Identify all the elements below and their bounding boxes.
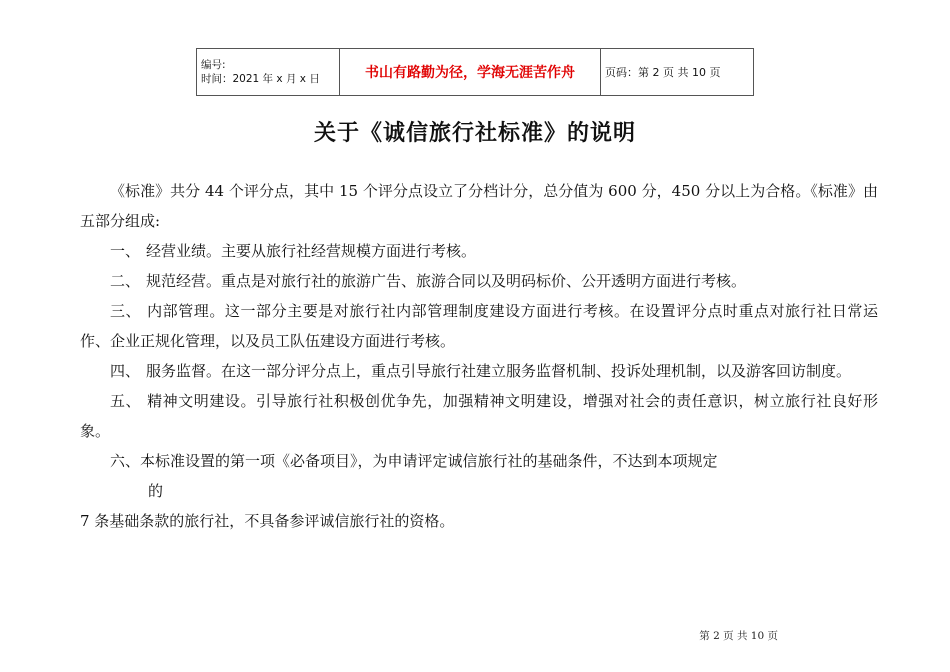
list-item-number: 四、 (110, 362, 141, 380)
list-item (80, 386, 878, 446)
document-number-label: 编号: (201, 59, 226, 71)
document-title: 关于《诚信旅行社标准》的说明 (313, 121, 636, 146)
list-item-text: 本标准设置的第一项《必备项目》，为申请评定诚信旅行社的基础条件，不达到本项规定 (140, 452, 718, 470)
intro-paragraph: 《标准》共分 44 个评分点，其中 15 个评分点设立了分档计分，总分值为 600 分，450 分以上为合格。《标准》由五部分组成: (80, 182, 878, 230)
list-item (80, 446, 878, 476)
list-item-text: 精神文明建设。引导旅行社积极创优争先，加强精神文明建设，增强对社会的责任意识，树立旅行社良好形象。 (80, 392, 878, 440)
document-time-label: 时间：2021 年 x 月 x 日 (201, 73, 320, 85)
document-body (80, 176, 878, 536)
list-item-number: 三、 (110, 302, 142, 320)
header-motto: 书山有路勤为径，学海无涯苦作舟 (340, 49, 601, 96)
list-item (80, 266, 878, 296)
list-item-number: 五、 (110, 392, 142, 410)
list-item-continuation: 的 (148, 482, 164, 500)
list-item (80, 296, 878, 356)
list-item (80, 236, 878, 266)
document-header (196, 48, 754, 96)
list-item-text: 服务监督。在这一部分评分点上，重点引导旅行社建立服务监督机制、投诉处理机制，以及游客回访制度。 (146, 362, 852, 380)
header-meta-cell (197, 49, 340, 96)
list-item-number: 六、 (110, 452, 141, 470)
list-item (80, 356, 878, 386)
list-item-number: 一、 (110, 242, 141, 260)
list-item-text: 内部管理。这一部分主要是对旅行社内部管理制度建设方面进行考核。在设置评分点时重点对旅行社日常运作、企业正规化管理，以及员工队伍建设方面进行考核。 (80, 302, 878, 350)
list-item-text: 经营业绩。主要从旅行社经营规模方面进行考核。 (146, 242, 477, 260)
page-footer: 第 2 页 共 10 页 (699, 630, 778, 642)
list-item-text: 规范经营。重点是对旅行社的旅游广告、旅游合同以及明码标价、公开透明方面进行考核。 (146, 272, 747, 290)
list-item-number: 二、 (110, 272, 141, 290)
list-item-continuation: 7 条基础条款的旅行社，不具备参评诚信旅行社的资格。 (80, 512, 455, 530)
header-page-label: 页码：第 2 页 共 10 页 (601, 49, 754, 96)
